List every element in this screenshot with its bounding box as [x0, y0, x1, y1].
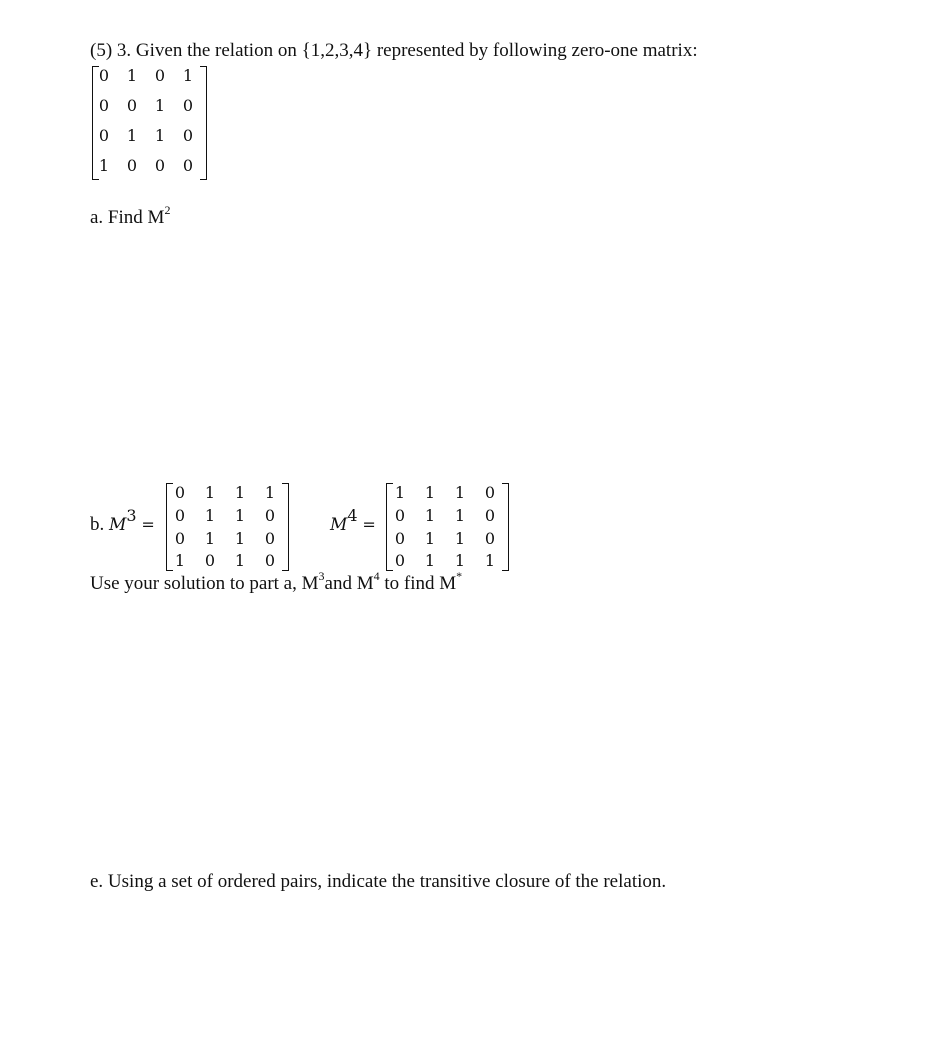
matrix-cell: 1: [98, 156, 110, 175]
matrix-cell: 1: [204, 483, 216, 502]
matrix-cell: 0: [98, 126, 110, 145]
matrix-cell: 0: [126, 156, 138, 175]
matrix-cell: 0: [98, 66, 110, 85]
m4-label-group: [330, 505, 376, 536]
part-b-instruction: [90, 568, 463, 595]
matrix-cell: 1: [154, 126, 166, 145]
part-b-prefix: b.: [90, 514, 105, 535]
right-bracket: [282, 483, 289, 571]
matrix-cell: 1: [204, 506, 216, 525]
matrix-cell: 0: [394, 506, 406, 525]
m3-label: M: [109, 515, 127, 535]
matrix-cell: 1: [174, 551, 186, 570]
matrix-cell: 0: [154, 66, 166, 85]
instruction-text-2: and M: [324, 573, 374, 594]
matrix-cell: 0: [264, 506, 276, 525]
matrix-cell: 0: [174, 529, 186, 548]
matrix-cell: 1: [454, 483, 466, 502]
matrix-cell: 0: [174, 506, 186, 525]
matrix-cell: 1: [182, 66, 194, 85]
matrix-cell: 1: [264, 483, 276, 502]
matrix-cell: 1: [454, 551, 466, 570]
matrix-cell: 0: [484, 483, 496, 502]
matrix-cell: 1: [424, 483, 436, 502]
instruction-text-1: Use your solution to part a, M: [90, 573, 319, 594]
matrix-cell: 1: [454, 506, 466, 525]
part-a-exponent: 2: [164, 202, 171, 217]
matrix-cell: 0: [98, 96, 110, 115]
matrix-cell: 0: [484, 529, 496, 548]
matrix-cell: 1: [126, 126, 138, 145]
instruction-sup-2: 4: [373, 568, 380, 583]
part-a-text: a. Find M: [90, 207, 165, 228]
right-bracket: [502, 483, 509, 571]
part-e-text: e. Using a set of ordered pairs, indicate the transitive closure of the relation.: [90, 871, 667, 892]
matrix-cell: 0: [264, 551, 276, 570]
matrix-cell: 0: [394, 529, 406, 548]
matrix-cell: 0: [182, 96, 194, 115]
instruction-text-3: to find M: [379, 573, 457, 594]
question-header: (5) 3. Given the relation on {1,2,3,4} represented by following zero-one matrix:: [90, 40, 698, 61]
part-a-label: [90, 202, 171, 229]
m4-label: M: [330, 515, 348, 535]
matrix-cell: 0: [394, 551, 406, 570]
matrix-cell: 1: [424, 551, 436, 570]
matrix-cell: 0: [484, 506, 496, 525]
matrix-cell: 0: [182, 126, 194, 145]
matrix-cell: 1: [394, 483, 406, 502]
matrix-cell: 1: [234, 506, 246, 525]
matrix-cell: 1: [484, 551, 496, 570]
instruction-sup-1: 3: [318, 568, 325, 583]
matrix-m3: [166, 481, 292, 573]
matrix-cell: 1: [234, 551, 246, 570]
matrix-cell: 0: [126, 96, 138, 115]
matrix-cell: 1: [234, 483, 246, 502]
matrix-m4: [386, 481, 512, 573]
m4-equals: =: [362, 515, 376, 534]
matrix-cell: 0: [204, 551, 216, 570]
matrix-m: [92, 64, 212, 182]
matrix-cell: 1: [424, 506, 436, 525]
matrix-cell: 0: [154, 156, 166, 175]
instruction-sup-3: *: [456, 568, 463, 583]
matrix-cell: 1: [424, 529, 436, 548]
matrix-cell: 1: [234, 529, 246, 548]
matrix-cell: 0: [264, 529, 276, 548]
matrix-cell: 1: [154, 96, 166, 115]
matrix-cell: 1: [204, 529, 216, 548]
m4-exponent: 4: [347, 505, 358, 525]
matrix-cell: 1: [126, 66, 138, 85]
matrix-cell: 1: [454, 529, 466, 548]
right-bracket: [200, 66, 207, 180]
part-b-label: [90, 505, 155, 536]
matrix-cell: 0: [182, 156, 194, 175]
matrix-cell: 0: [174, 483, 186, 502]
m3-equals: =: [141, 515, 155, 534]
m3-exponent: 3: [126, 505, 137, 525]
